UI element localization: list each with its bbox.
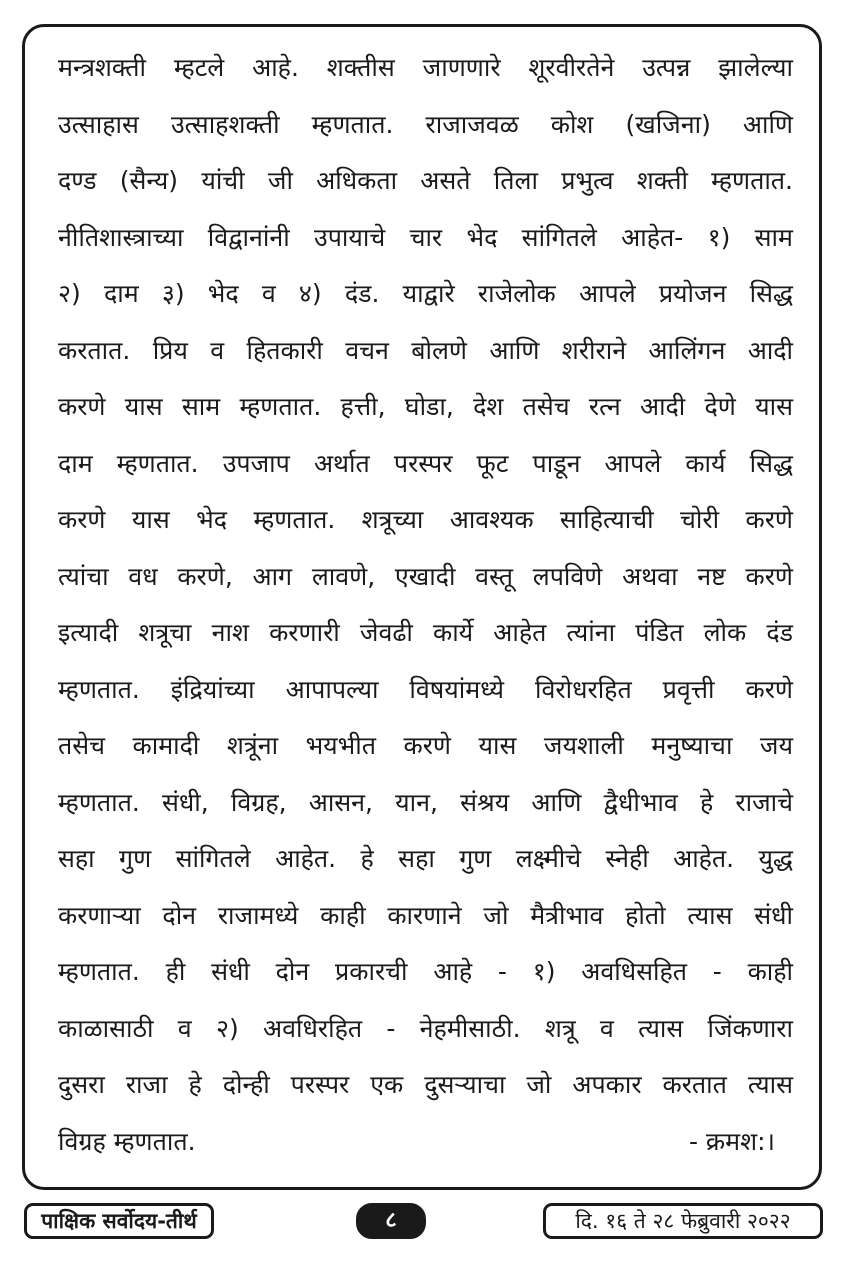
text-line: मन्त्रशक्ती म्हटले आहे. शक्तीस जाणणारे शूरवीरतेने उत्पन्न झालेल्या [58,53,793,82]
publication-name: पाक्षिक सर्वोदय-तीर्थ [24,1203,214,1239]
text-line: दण्ड (सैन्य) यांची जी अधिकता असते तिला प्रभुत्व शक्ती म्हणतात. [58,166,793,195]
text-line: करणाऱ्या दोन राजामध्ये काही कारणाने जो मैत्रीभाव होतो त्यास संधी [58,900,793,930]
text-line: उत्साहास उत्साहशक्ती म्हणतात. राजाजवळ कोश (खजिना) आणि [58,109,793,139]
text-line: म्हणतात. ही संधी दोन प्रकारची आहे - १) अवधिसहित - काही [58,957,793,986]
continued-marker: - क्रमश:। [688,1126,775,1156]
page-number: ८ [356,1203,426,1239]
text-line: करणे यास भेद म्हणतात. शत्रूच्या आवश्यक साहित्याची चोरी करणे [58,505,793,534]
text-line: करणे यास साम म्हणतात. हत्ती, घोडा, देश तसेच रत्न आदी देणे यास [58,392,793,421]
text-line: म्हणतात. संधी, विग्रह, आसन, यान, संश्रय आणि द्वैधीभाव हे राजाचे [58,787,793,817]
text-line: नीतिशास्त्राच्या विद्वानांनी उपायाचे चार भेद सांगितले आहेत- १) साम [58,222,793,252]
text-line: तसेच कामादी शत्रूंना भयभीत करणे यास जयशाली मनुष्याचा जय [58,731,793,760]
text-line: सहा गुण सांगितले आहेत. हे सहा गुण लक्ष्मीचे स्नेही आहेत. युद्ध [58,844,793,873]
text-line: म्हणतात. इंद्रियांच्या आपापल्या विषयांमध्ये विरोधरहित प्रवृत्ती करणे [58,674,793,704]
article-body [58,40,793,1170]
issue-date: दि. १६ ते २८ फेब्रुवारी २०२२ [543,1203,823,1239]
last-line-text: विग्रह म्हणतात. [58,1126,196,1156]
page-footer [0,1203,850,1243]
text-line: त्यांचा वध करणे, आग लावणे, एखादी वस्तू लपविणे अथवा नष्ट करणे [58,561,793,591]
text-line: दाम म्हणतात. उपजाप अर्थात परस्पर फूट पाडून आपले कार्य सिद्ध [58,448,793,478]
text-line: काळासाठी व २) अवधिरहित - नेहमीसाठी. शत्रू व त्यास जिंकणारा [58,1013,793,1043]
text-line: दुसरा राजा हे दोन्ही परस्पर एक दुसऱ्याचा जो अपकार करतात त्यास [58,1070,793,1099]
text-line: करतात. प्रिय व हितकारी वचन बोलणे आणि शरीराने आलिंगन आदी [58,335,793,365]
text-line-last [58,1114,793,1171]
text-line: २) दाम ३) भेद व ४) दंड. याद्वारे राजेलोक आपले प्रयोजन सिद्ध [58,279,793,308]
text-line: इत्यादी शत्रूचा नाश करणारी जेवढी कार्ये आहेत त्यांना पंडित लोक दंड [58,618,793,647]
